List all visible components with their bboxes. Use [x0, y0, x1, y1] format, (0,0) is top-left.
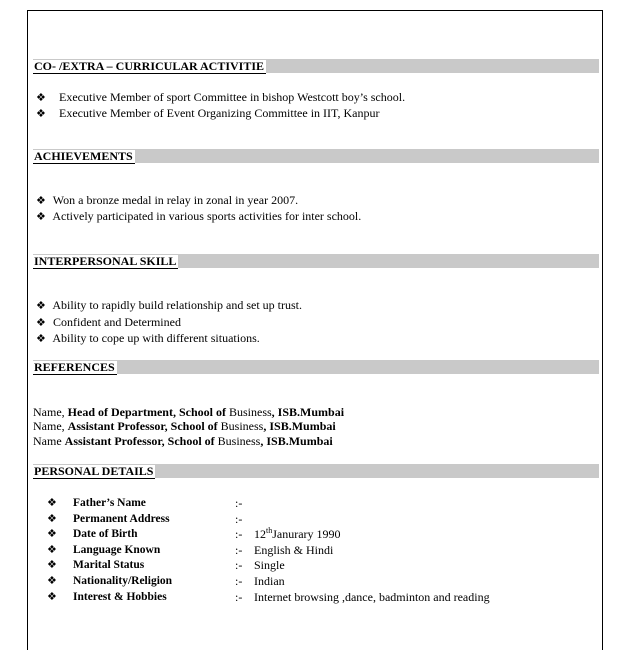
diamond-bullet-icon: ❖ [47, 591, 57, 603]
section-heading-interpersonal [33, 254, 599, 268]
section-heading-co-extra [33, 59, 599, 73]
section-heading-achievements [33, 149, 599, 163]
diamond-bullet-icon: ❖ [47, 544, 57, 556]
heading-text: PERSONAL DETAILS [34, 464, 154, 478]
diamond-bullet-icon: ❖ [47, 559, 57, 571]
diamond-bullet-icon: ❖ [36, 333, 46, 345]
diamond-bullet-icon: ❖ [36, 108, 46, 120]
list-item: ❖ Actively participated in various sports activities for inter school. [36, 209, 362, 223]
diamond-bullet-icon: ❖ [36, 195, 46, 207]
list-item: ❖ Confident and Determined [36, 315, 181, 329]
reference-line: Name Assistant Professor, School of Business, ISB.Mumbai [33, 434, 333, 448]
list-item: ❖ Executive Member of sport Committee in bishop Westcott boy’s school. [36, 90, 406, 104]
section-heading-references [33, 360, 599, 374]
diamond-bullet-icon: ❖ [47, 513, 57, 525]
reference-line: Name, Head of Department, School of Business, ISB.Mumbai [33, 405, 345, 419]
list-item: ❖ Won a bronze medal in relay in zonal in year 2007. [36, 193, 299, 207]
diamond-bullet-icon: ❖ [36, 300, 46, 312]
diamond-bullet-icon: ❖ [36, 211, 46, 223]
diamond-bullet-icon: ❖ [36, 317, 46, 329]
diamond-bullet-icon: ❖ [47, 497, 57, 509]
heading-text: INTERPERSONAL SKILL [34, 254, 177, 268]
list-item: ❖ Ability to rapidly build relationship and set up trust. [36, 298, 302, 312]
section-heading-personal [33, 464, 599, 478]
heading-text: REFERENCES [34, 360, 115, 374]
list-item: ❖ Executive Member of Event Organizing Committee in IIT, Kanpur [36, 106, 380, 120]
list-item: ❖ Ability to cope up with different situations. [36, 331, 260, 345]
diamond-bullet-icon: ❖ [47, 528, 57, 540]
heading-text: ACHIEVEMENTS [34, 149, 133, 163]
reference-line: Name, Assistant Professor, School of Business, ISB.Mumbai [33, 419, 336, 433]
diamond-bullet-icon: ❖ [47, 575, 57, 587]
diamond-bullet-icon: ❖ [36, 92, 46, 104]
heading-text: CO- /EXTRA – CURRICULAR ACTIVITIE [34, 59, 265, 73]
